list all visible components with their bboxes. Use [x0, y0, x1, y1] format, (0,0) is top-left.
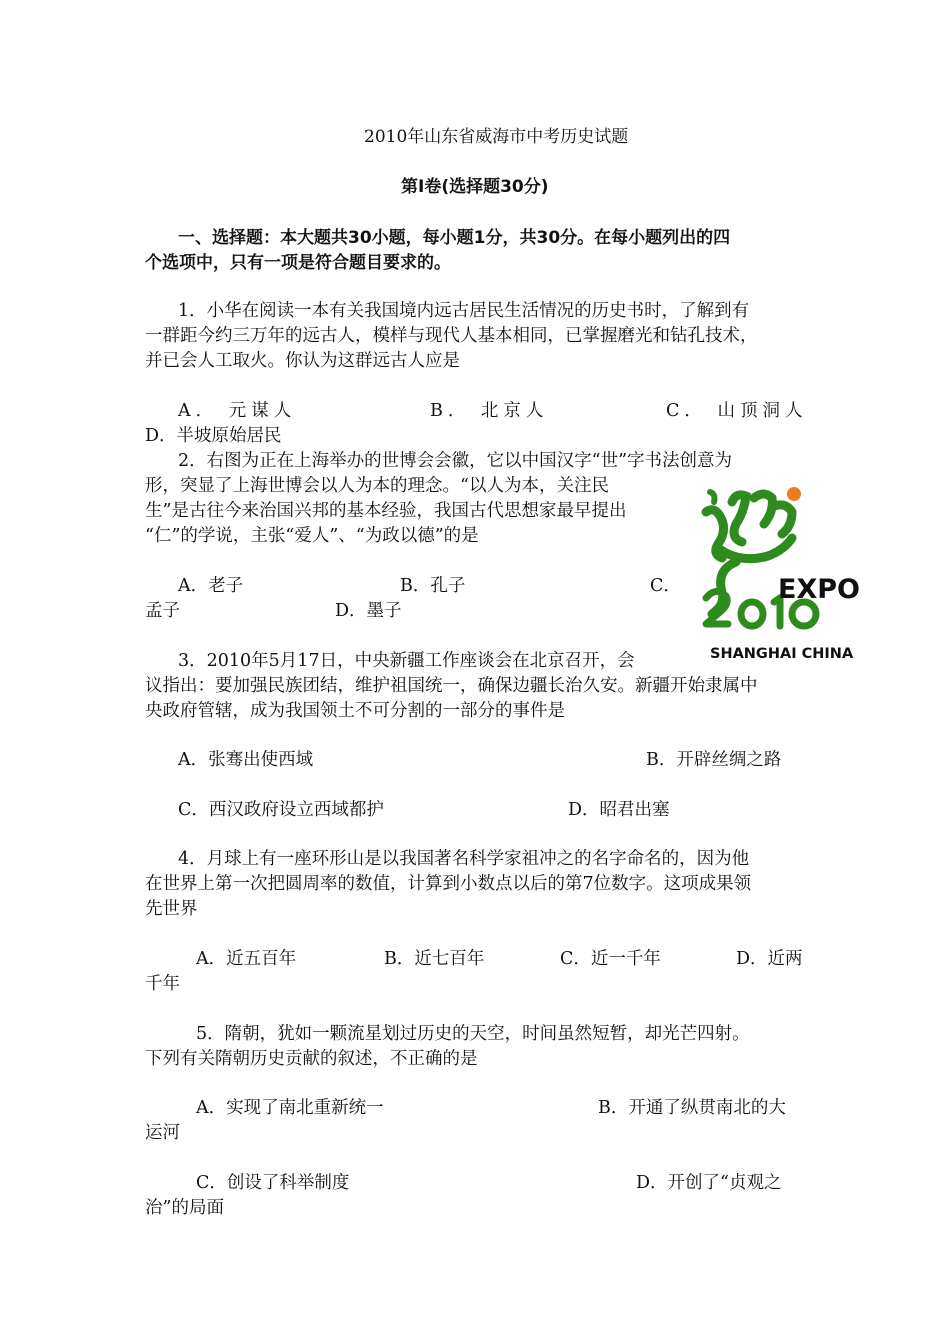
q2-stem-line1: 2．右图为正在上海举办的世博会会徽，它以中国汉字“世”字书法创意为: [178, 451, 733, 471]
q5-option-d-continued: 治”的局面: [145, 1198, 224, 1218]
q1-option-a: A． 元谋人: [178, 401, 297, 421]
q3-option-d: D．昭君出塞: [568, 800, 670, 820]
q4-stem-line2: 在世界上第一次把圆周率的数值，计算到小数点以后的第7位数字。这项成果领: [145, 874, 752, 894]
q5-option-d: D．开创了“贞观之: [636, 1173, 782, 1193]
expo-2010-logo: [696, 478, 868, 666]
q4-option-b: B．近七百年: [384, 949, 485, 969]
q1-option-b: B． 北京人: [430, 401, 549, 421]
q2-stem-line2: 形，突显了上海世博会以人为本的理念。“以人为本，关注民: [145, 476, 609, 496]
shanghai-china-wordmark: SHANGHAI CHINA: [710, 646, 854, 662]
q4-option-d-continued: 千年: [145, 974, 180, 994]
q3-stem-line1: 3．2010年5月17日，中央新疆工作座谈会在北京召开，会: [178, 651, 635, 671]
q4-stem-line1: 4．月球上有一座环形山是以我国著名科学家祖冲之的名字命名的，因为他: [178, 849, 750, 869]
q3-stem-line2: 议指出：要加强民族团结，维护祖国统一，确保边疆长治久安。新疆开始隶属中: [145, 676, 758, 696]
q2-option-c: C．: [650, 576, 681, 596]
q5-option-b: B．开通了纵贯南北的大: [598, 1098, 786, 1118]
q4-option-a: A．近五百年: [196, 949, 297, 969]
exam-title: 2010年山东省威海市中考历史试题: [364, 127, 629, 147]
section-instruction-line1: 一、选择题：本大题共30小题，每小题1分，共30分。在每小题列出的四: [178, 228, 731, 248]
q5-stem-line1: 5．隋朝，犹如一颗流星划过历史的天空，时间虽然短暂，却光芒四射。: [196, 1024, 750, 1044]
q3-stem-line3: 央政府管辖，成为我国领土不可分割的一部分的事件是: [145, 701, 565, 721]
q1-stem-line2: 一群距今约三万年的远古人，模样与现代人基本相同，已掌握磨光和钻孔技术，: [145, 326, 758, 346]
q5-stem-line2: 下列有关隋朝历史贡献的叙述，不正确的是: [145, 1049, 478, 1069]
expo-emblem-icon: [706, 487, 816, 626]
q2-option-d: D．墨子: [335, 601, 402, 621]
q3-option-b: B．开辟丝绸之路: [646, 750, 782, 770]
q4-stem-line3: 先世界: [145, 899, 198, 919]
q3-option-c: C．西汉政府设立西域都护: [178, 800, 384, 820]
q4-option-d: D．近两: [736, 949, 803, 969]
q1-option-c: C． 山顶洞人: [666, 401, 808, 421]
q3-option-a: A．张骞出使西域: [178, 750, 314, 770]
q2-option-c-continued: 孟子: [145, 601, 180, 621]
section-instruction-line2: 个选项中，只有一项是符合题目要求的。: [145, 253, 451, 273]
q2-option-a: A．老子: [178, 576, 244, 596]
expo-wordmark: EXPO: [778, 574, 861, 605]
q2-option-b: B．孔子: [400, 576, 466, 596]
q5-option-a: A．实现了南北重新统一: [196, 1098, 384, 1118]
q5-option-c: C．创设了科举制度: [196, 1173, 350, 1193]
q1-option-d: D．半坡原始居民: [145, 426, 282, 446]
q1-stem-line1: 1．小华在阅读一本有关我国境内远古居民生活情况的历史书时，了解到有: [178, 301, 750, 321]
q2-stem-line3: 生”是古往今来治国兴邦的基本经验，我国古代思想家最早提出: [145, 501, 627, 521]
q5-option-b-continued: 运河: [145, 1123, 180, 1143]
volume-heading: 第Ⅰ卷(选择题30分): [401, 177, 549, 197]
q2-stem-line4: “仁”的学说，主张“爱人”、“为政以德”的是: [145, 526, 479, 546]
q4-option-c: C．近一千年: [560, 949, 661, 969]
q1-stem-line3: 并已会人工取火。你认为这群远古人应是: [145, 351, 460, 371]
